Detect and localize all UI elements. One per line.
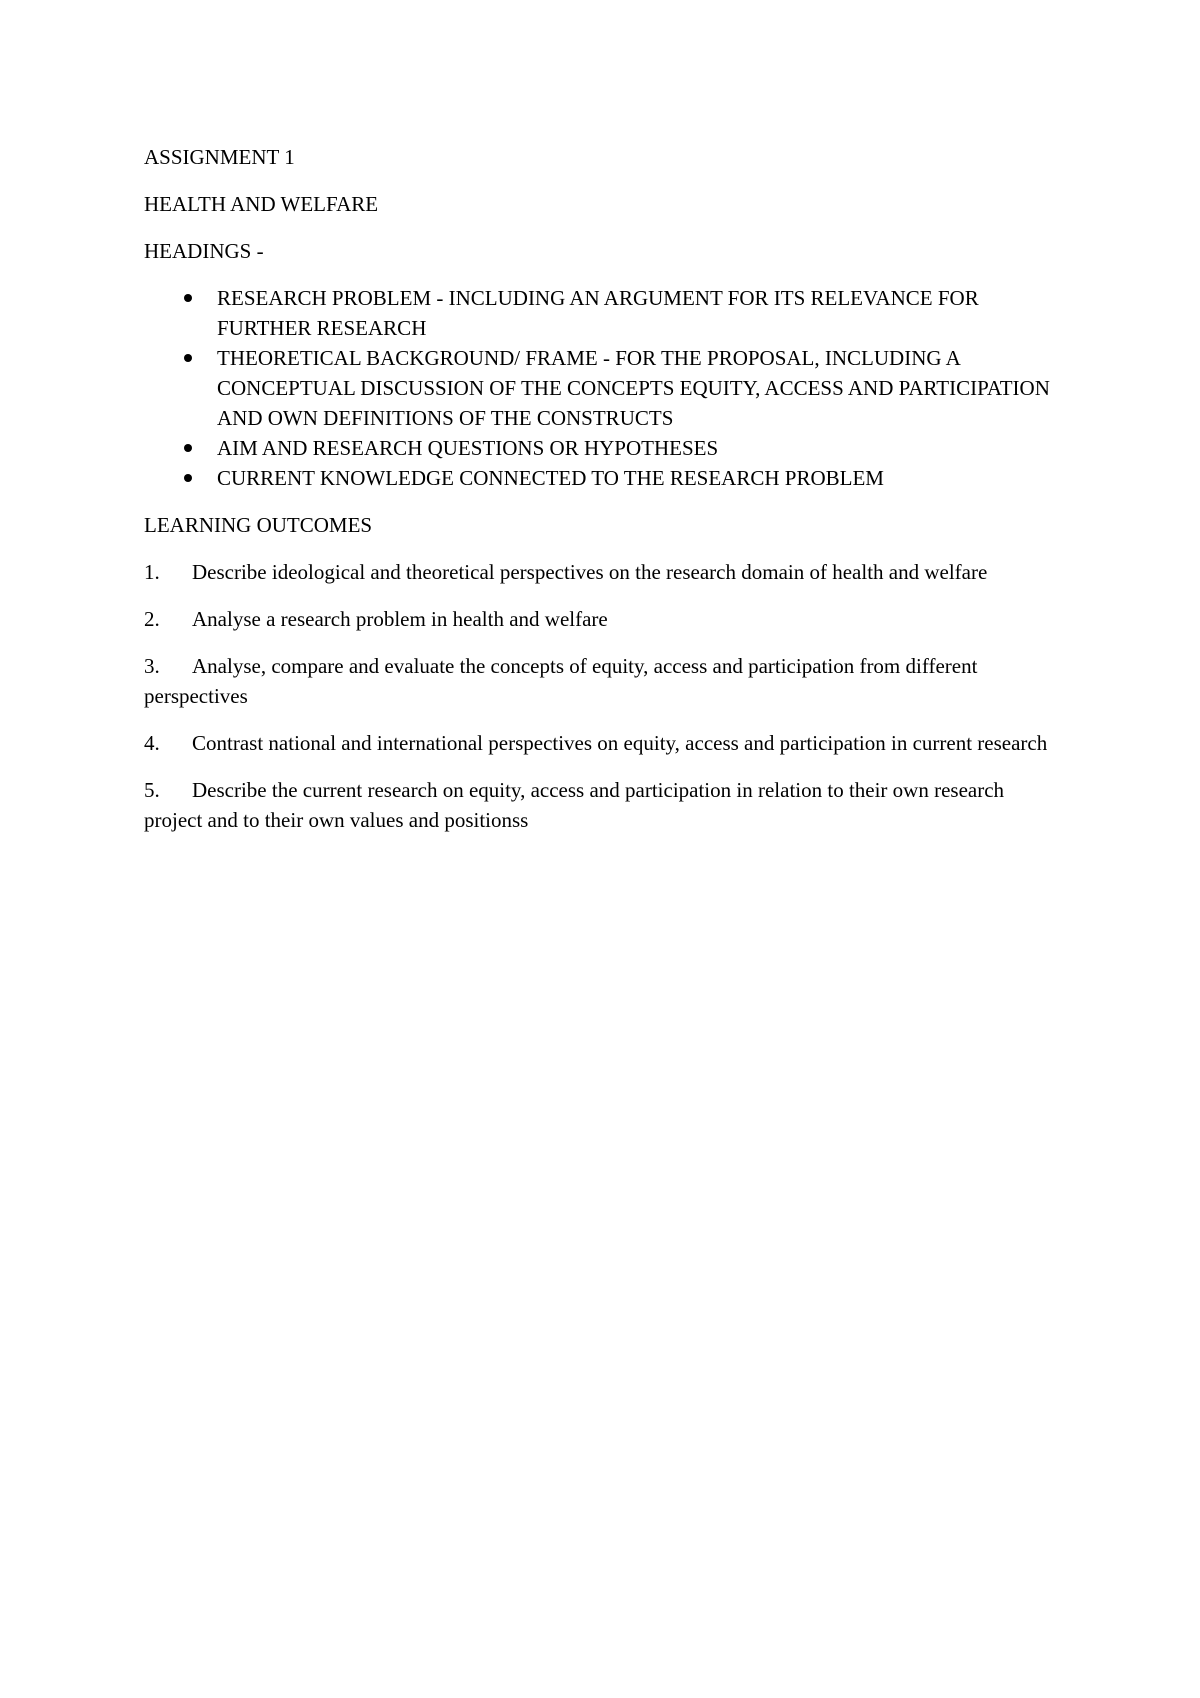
bullet-icon [184,294,192,302]
learning-outcome [144,728,1064,758]
outcome-text: Contrast national and international perspectives on equity, access and participation in current research [192,731,1048,755]
document-body [144,142,1064,852]
learning-outcome [144,604,1064,634]
outcome-number: 2. [144,607,160,631]
heading-text: RESEARCH PROBLEM - INCLUDING AN ARGUMENT FOR ITS RELEVANCE FOR FURTHER RESEARCH [217,286,979,340]
outcome-text: Analyse, compare and evaluate the concepts of equity, access and participation from different perspectives [144,654,978,708]
heading-text: CURRENT KNOWLEDGE CONNECTED TO THE RESEARCH PROBLEM [217,466,884,490]
bullet-icon [184,444,192,452]
subject-title: HEALTH AND WELFARE [144,192,379,216]
outcomes-label: LEARNING OUTCOMES [144,513,373,537]
headings-label: HEADINGS - [144,239,264,263]
bullet-icon [184,354,192,362]
outcome-text: Describe the current research on equity, access and participation in relation to their own research project and to their own values and positionss [144,778,1005,832]
assignment-title: ASSIGNMENT 1 [144,145,295,169]
heading-text: AIM AND RESEARCH QUESTIONS OR HYPOTHESES [217,436,719,460]
learning-outcome [144,557,1064,587]
list-item [144,433,1064,463]
learning-outcome [144,775,1064,835]
outcome-text: Describe ideological and theoretical perspectives on the research domain of health and welfare [192,560,988,584]
list-item [144,283,1064,343]
bullet-icon [184,474,192,482]
outcome-number: 5. [144,778,160,802]
list-item [144,463,1064,493]
outcome-number: 1. [144,560,160,584]
heading-text: THEORETICAL BACKGROUND/ FRAME - FOR THE PROPOSAL, INCLUDING A CONCEPTUAL DISCUSSION OF THE CONCEPTS EQUITY, ACCESS AND PARTICIPATION AND OWN DEFINITIONS OF THE CONSTRUCTS [217,346,1050,430]
headings-list [144,283,1064,493]
learning-outcome [144,651,1064,711]
outcome-number: 4. [144,731,160,755]
list-item [144,343,1064,433]
outcome-number: 3. [144,654,160,678]
outcome-text: Analyse a research problem in health and welfare [192,607,608,631]
